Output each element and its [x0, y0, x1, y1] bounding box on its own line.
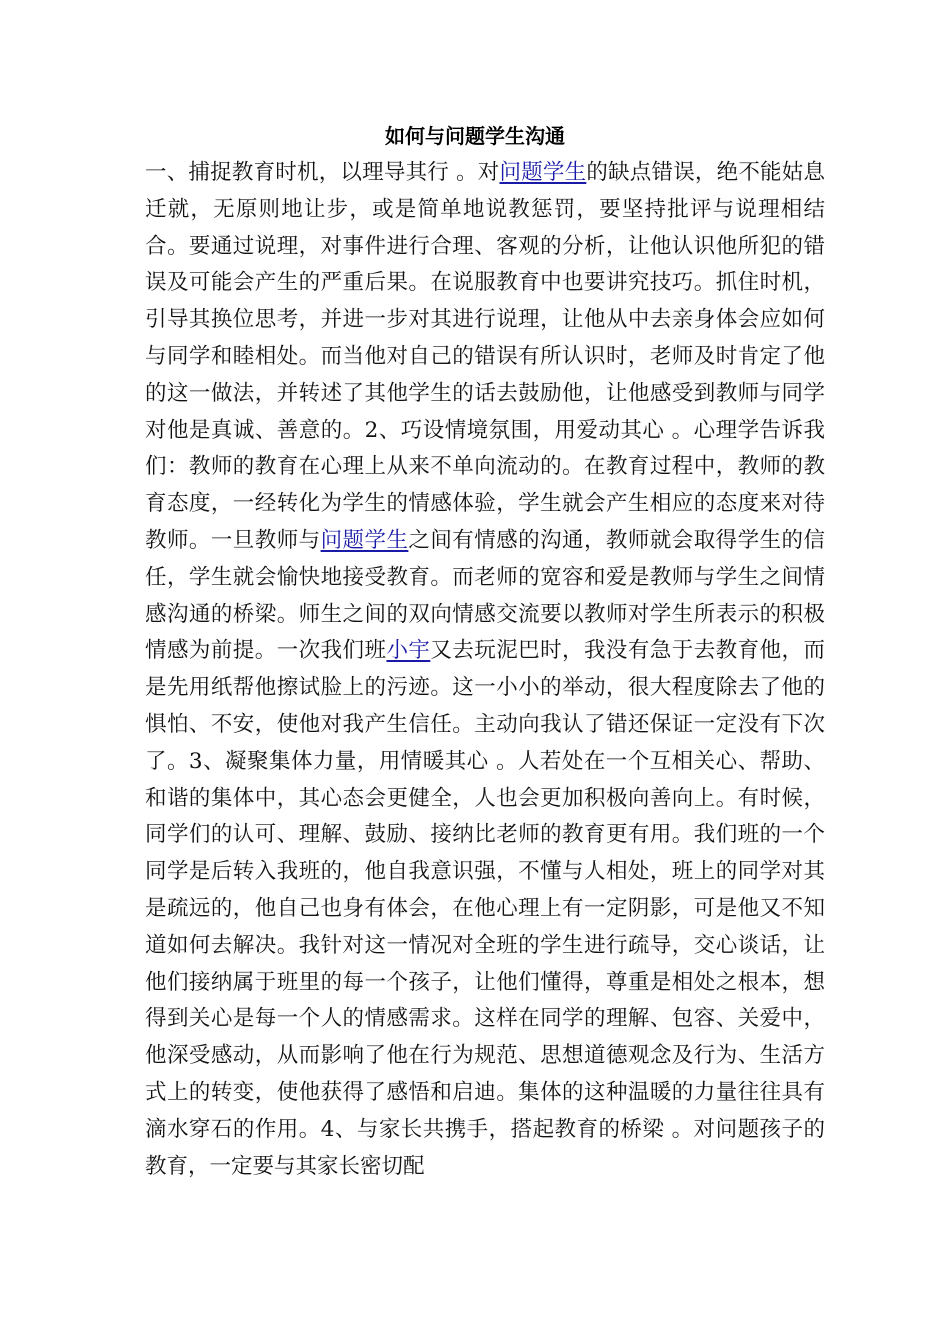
text-segment: 的缺点错误，绝不能姑息迁就，无原则地让步，或是简单地说教惩罚，要坚持批评与说理相结合。要通过说理，对事件进行合理、客观的分析，让他认识他所犯的错误及可能会产生的严重后果。在说服教育中也要讲究技巧。抓住时机，引导其换位思考，并进一步对其进行说理，让他从中去亲身体会应如何与同学和睦相处。而当他对自己的错误有所认识时，老师及时肯定了他的这一做法，并转述了其他学生的话去鼓励他，让他感受到教师与同学对他是真诚、善意的。2、巧设情境氛围，用爱动其心 。心理学告诉我们：教师的教育在心理上从来不单向流动的。在教育过程中，教师的教育态度，一经转化为学生的情感体验，学生就会产生相应的态度来对待教师。一旦教师与: [145, 160, 825, 553]
link-problem-students[interactable]: 问题学生: [499, 160, 587, 185]
link-xiaoyu[interactable]: 小宇: [386, 638, 431, 664]
text-segment: 之间有情感的沟通，教师就会取得学生的信任，学生就会愉快地接受教育。而老师的宽容和爱是教师与学生之间情感沟通的桥梁。师生之间的双向情感交流要以教师对学生所表示的积极情感为前提。一次我们班: [145, 527, 825, 664]
body-paragraph: [145, 155, 825, 1185]
page-title: 如何与问题学生沟通: [385, 124, 565, 148]
text-segment: 又去玩泥巴时，我没有急于去教育他，而是先用纸帮他擦试脸上的污迹。这一小小的举动，很大程度除去了他的惧怕、不安，使他对我产生信任。主动向我认了错还保证一定没有下次了。3、凝聚集体力量，用情暖其心 。人若处在一个互相关心、帮助、和谐的集体中，其心态会更健全，人也会更加积极向善向上。有时候，同学们的认可、理解、鼓励、接纳比老师的教育更有用。我们班的一个同学是后转入我班的，他自我意识强，不懂与人相处，班上的同学对其是疏远的，他自己也身有体会，在他心理上有一定阴影，可是他又不知道如何去解决。我针对这一情况对全班的学生进行疏导，交心谈话，让他们接纳属于班里的每一个孩子，让他们懂得，尊重是相处之根本，想得到关心是每一个人的情感需求。这样在同学的理解、包容、关爱中，他深受感动，从而影响了他在行为规范、思想道德观念及行为、生活方式上的转变，使他获得了感悟和启迪。集体的这种温暖的力量往往具有滴水穿石的作用。4、与家长共携手，搭起教育的桥梁 。对问题孩子的教育，一定要与其家长密切配: [145, 638, 825, 1179]
text-segment: 一、捕捉教育时机，以理导其行 。对: [145, 160, 500, 185]
link-problem-students[interactable]: 问题学生: [320, 527, 409, 553]
